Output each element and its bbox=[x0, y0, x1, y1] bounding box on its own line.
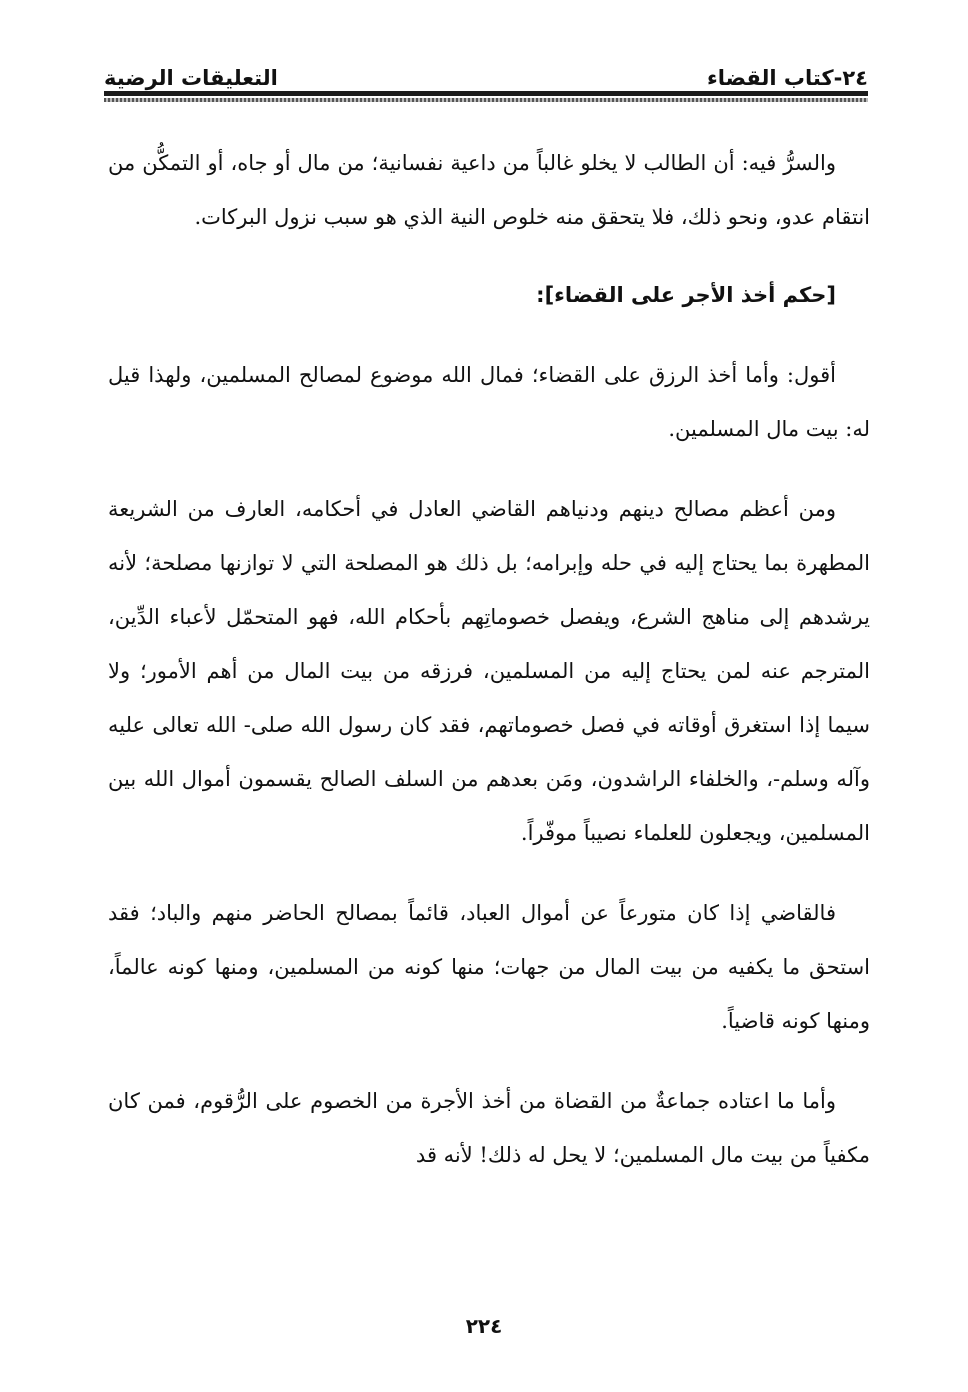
paragraph-3: ومن أعظم مصالح دينهم ودنياهم القاضي العادل في أحكامه، العارف من الشريعة المطهرة بما يحتاج إليه في حله وإبرامه؛ بل ذلك هو المصلحة التي لا توازنها مصلحة؛ لأنه يرشدهم إلى مناهج الشرع، ويفصل خصوماتِهم بأحكام الله، فهو المتحمّل لأعباء الدِّين، المترجم عنه لمن يحتاج إليه من المسلمين، فرزقه من بيت المال من أهم الأمور؛ ولا سيما إذا استغرق أوقاته في فصل خصوماتهم، فقد كان رسول الله صلى- الله تعالى عليه وآله وسلم-، والخلفاء الراشدون، ومَن بعدهم من السلف الصالح يقسمون أموال الله بين المسلمين، ويجعلون للعلماء نصيباً موفّراً. bbox=[108, 497, 870, 845]
header-rule-secondary bbox=[104, 98, 868, 102]
header-chapter-title: ٢٤-كتاب القضاء bbox=[707, 66, 868, 90]
section-heading: [حكم أخذ الأجر على القضاء]: bbox=[536, 283, 836, 307]
body-text bbox=[108, 136, 870, 1182]
paragraph-4: فالقاضي إذا كان متورعاً عن أموال العباد، قائماً بمصالح الحاضر منهم والباد؛ فقد استحق ما يكفيه من بيت المال من جهات؛ منها كونه من المسلمين، ومنها كونه عالماً، ومنها كونه قاضياً. bbox=[108, 901, 870, 1033]
header-book-title: التعليقات الرضية bbox=[104, 66, 278, 90]
paragraph-1: والسرُّ فيه: أن الطالب لا يخلو غالباً من داعية نفسانية؛ من مال أو جاه، أو التمكُّن من انتقام عدو، ونحو ذلك، فلا يتحقق منه خلوص النية الذي هو سبب نزول البركات. bbox=[108, 151, 870, 229]
running-header bbox=[104, 50, 868, 90]
header-rule bbox=[104, 91, 868, 96]
paragraph-5: وأما ما اعتاده جماعةٌ من القضاة من أخذ الأجرة من الخصوم على الرُّقوم، فمن كان مكفياً من بيت مال المسلمين؛ لا يحل له ذلك! لأنه قد bbox=[108, 1089, 870, 1167]
paragraph-2: أقول: وأما أخذ الرزق على القضاء؛ فمال الله موضوع لمصالح المسلمين، ولهذا قيل له: بيت مال المسلمين. bbox=[108, 363, 870, 441]
page-number: ٢٢٤ bbox=[465, 1314, 503, 1338]
